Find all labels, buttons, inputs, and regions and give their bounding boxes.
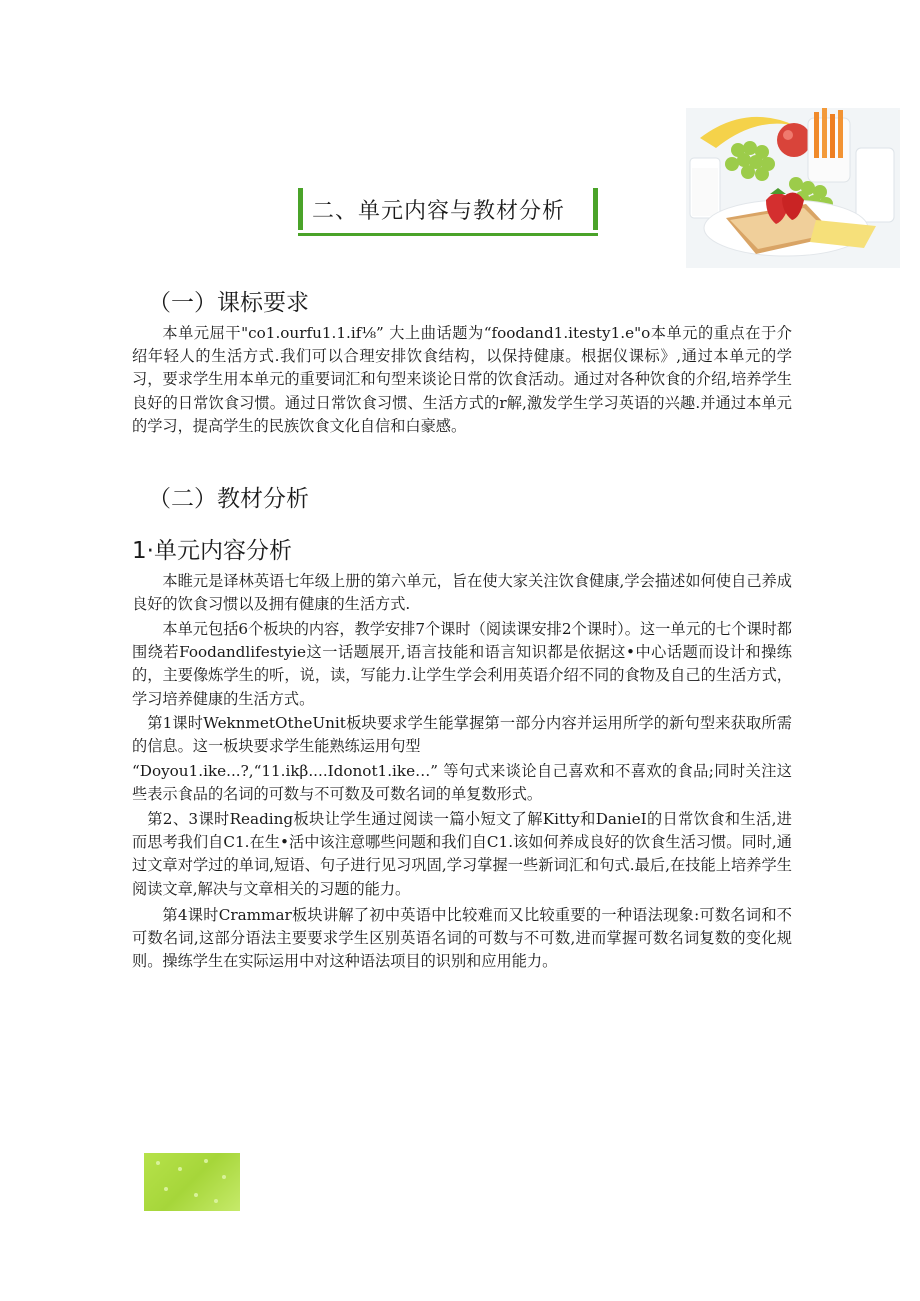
paragraph-unit-modules: 本单元包括6个板块的内容，教学安排7个课时（阅读课安排2个课时）。这一单元的七个课时都围绕若Foodandlifestyie这一话题展开,语言技能和语言知识都是依据这•中心话题而设计和操练的，主要像炼学生的听，说，读，写能力.让学生学会利用英语介绍不同的食物及自己的生活方式，学习培养健康的生活方式。: [132, 620, 792, 708]
paragraph-lessons-2-3-reading: 第2、3课时Reading板块让学生通过阅读一篇小短文了解Kitty和DanieI的日常饮食和生活,进而思考我们自C1.在生•活中该注意哪些问题和我们自C1.该如何养成良好的饮食生活习惯。同时,通过文章对学过的单词,短语、句子进行见习巩固,学习掌握一些新词汇和句式.最后,在技能上培养学生阅读文章,解决与文章相关的习题的能力。: [132, 810, 792, 898]
paragraph-lesson-4-grammar: 第4课时Crammar板块讲解了初中英语中比较难而又比较重要的一种语法现象:可数名词和不可数名词,这部分语法主要要求学生区别英语名词的可数与不可数,进而掌握可数名词复数的变化规则。操练学生在实际运用中对这种语法项目的识别和应用能力。: [132, 906, 792, 971]
healthy-food-illustration: [686, 108, 900, 268]
title-left-bar: [298, 188, 303, 230]
paragraph-lesson-1: 第1课时WeknmetOtheUnit板块要求学生能掌握第一部分内容并运用所学的新句型来获取所需的信息。这一板块要求学生能熟练运用句型: [132, 714, 792, 756]
heading-curriculum-requirements: （一）课标要求: [148, 290, 309, 316]
subheading-unit-content-analysis: 1·单元内容分析: [132, 538, 292, 564]
food-photo: [686, 108, 900, 268]
title-right-bar: [593, 188, 598, 230]
paragraph-curriculum-requirements: 本单元屈干"co1.ourfu1.1.if⅛” 大上曲话题为“foodand1.itesty1.e"o本单元的重点在于介绍年轻人的生活方式.我们可以合理安排饮食结构，以保持健康。根据仪课标》,通过本单元的学习，要求学生用本单元的重要词汇和句型来谈论日常的饮食活动。通过对各种饮食的介绍,培养学生良好的日常饮食习惯。通过日常饮食习惯、生活方式的r解,激发学生学习英语的兴趣.并通过本单元的学习，提高学生的民族饮食文化自信和白豪感。: [132, 324, 792, 435]
paragraph-lesson-1-sentence-patterns: “Doyou1.ike...?,“11.ikβ....Idonot1.ike…” 等句式来谈论自己喜欢和不喜欢的食品;同时关注这些表示食品的名词的可数与不可数及可数名词的单复数形式。: [132, 762, 792, 804]
section-title-frame: [298, 186, 598, 238]
paragraph-unit-overview: 本睢元是译林英语七年级上册的第六单元，旨在使大家关注饮食健康,学会描述如何使自己养成良好的饮食习惯以及拥有健康的生活方式.: [132, 572, 792, 614]
heading-textbook-analysis: （二）教材分析: [148, 486, 309, 512]
page-title: 二、单元内容与教材分析: [312, 199, 566, 224]
decorative-green-block: [144, 1153, 240, 1211]
title-underline: [298, 233, 598, 236]
